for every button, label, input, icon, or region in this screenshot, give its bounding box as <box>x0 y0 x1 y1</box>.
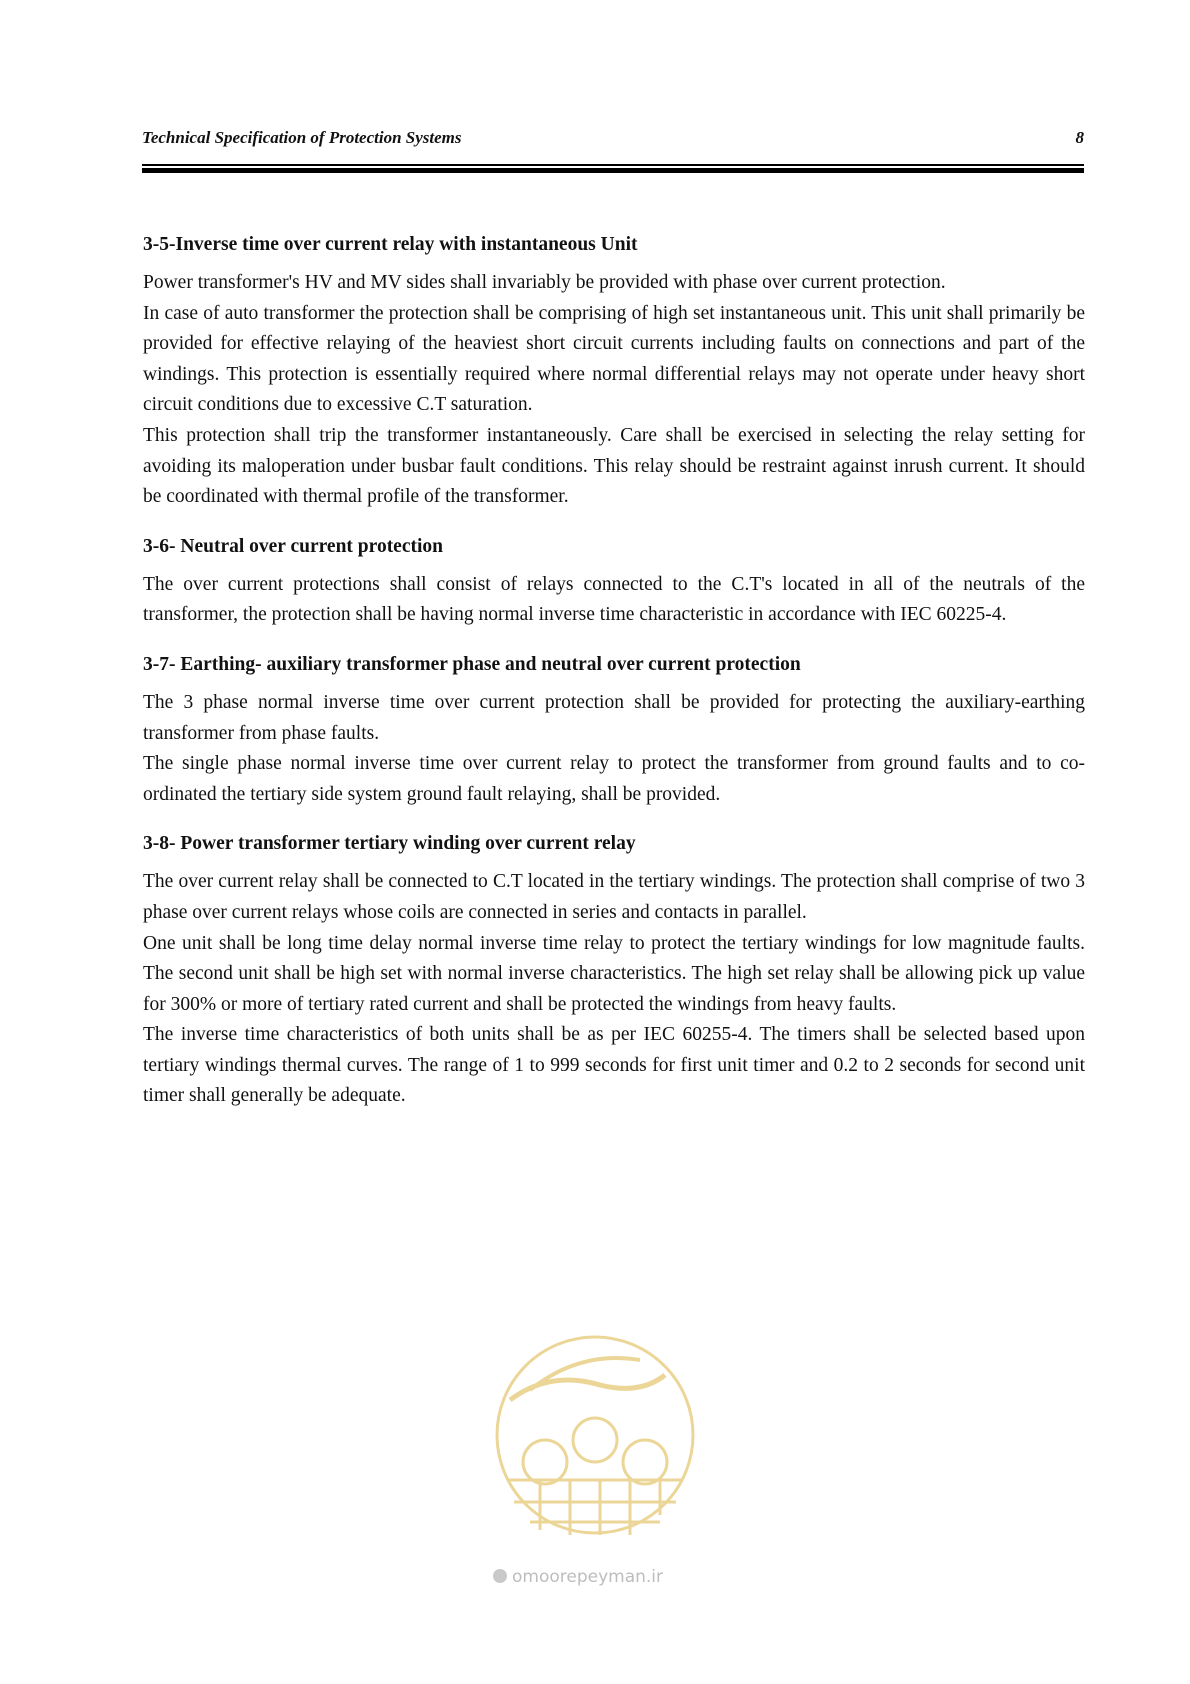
section-heading: 3-5-Inverse time over current relay with instantaneous Unit <box>143 234 638 255</box>
header-rule-thick <box>142 168 1084 173</box>
section-3-8 <box>143 831 1085 1112</box>
paragraph: The 3 phase normal inverse time over current protection shall be provided for protecting the auxiliary-earthing transformer from phase faults. <box>143 691 1085 744</box>
header-rule-thin <box>142 164 1084 166</box>
page-body <box>143 232 1085 1133</box>
page-number: 8 <box>1075 128 1084 147</box>
paragraph: This protection shall trip the transformer instantaneously. Care shall be exercised in selecting the relay setting for avoiding its maloperation under busbar fault conditions. This relay should be restraint against inrush current. It should be coordinated with thermal profile of the transformer. <box>143 424 1085 508</box>
document-title: Technical Specification of Protection Systems <box>142 128 462 147</box>
watermark-logo <box>490 1330 700 1590</box>
watermark-emblem-icon <box>490 1330 700 1590</box>
paragraph: Power transformer's HV and MV sides shall invariably be provided with phase over current protection. <box>143 272 946 293</box>
watermark-url: omoorepeyman.ir <box>512 1567 664 1587</box>
paragraph: One unit shall be long time delay normal inverse time relay to protect the tertiary windings for low magnitude faults. The second unit shall be high set with normal inverse characteristics. The high set relay shall be allowing pick up value for 300% or more of tertiary rated current and shall be protected the windings from heavy faults. <box>143 932 1085 1015</box>
section-heading: 3-7- Earthing- auxiliary transformer phase and neutral over current protection <box>143 653 801 675</box>
paragraph: The over current relay shall be connected to C.T located in the tertiary windings. The protection shall comprise of two 3 phase over current relays whose coils are connected in series and contacts in parallel. <box>143 871 1085 923</box>
page-header <box>142 128 1084 150</box>
section-3-7 <box>143 652 1085 810</box>
paragraph: The inverse time characteristics of both units shall be as per IEC 60255-4. The timers shall be selected based upon tertiary windings thermal curves. The range of 1 to 999 seconds for first unit timer and 0.2 to 2 seconds for second unit timer shall generally be adequate. <box>143 1024 1085 1107</box>
section-3-5 <box>143 232 1085 513</box>
paragraph: The single phase normal inverse time over current relay to protect the transformer from ground faults and to co-ordinated the tertiary side system ground fault relaying, shall be provided. <box>143 753 1085 805</box>
paragraph: The over current protections shall consist of relays connected to the C.T's located in all of the neutrals of the transformer, the protection shall be having normal inverse time characteristic in accordance with IEC 60225-4. <box>143 573 1085 626</box>
section-heading: 3-6- Neutral over current protection <box>143 535 444 557</box>
section-heading: 3-8- Power transformer tertiary winding over current relay <box>143 833 636 855</box>
section-3-6 <box>143 534 1085 631</box>
paragraph: In case of auto transformer the protection shall be comprising of high set instantaneous unit. This unit shall primarily be provided for effective relaying of the heaviest short circuit currents including faults on connections and part of the windings. This protection is essentially required where normal differential relays may not operate under heavy short circuit conditions due to excessive C.T saturation. <box>143 302 1085 416</box>
